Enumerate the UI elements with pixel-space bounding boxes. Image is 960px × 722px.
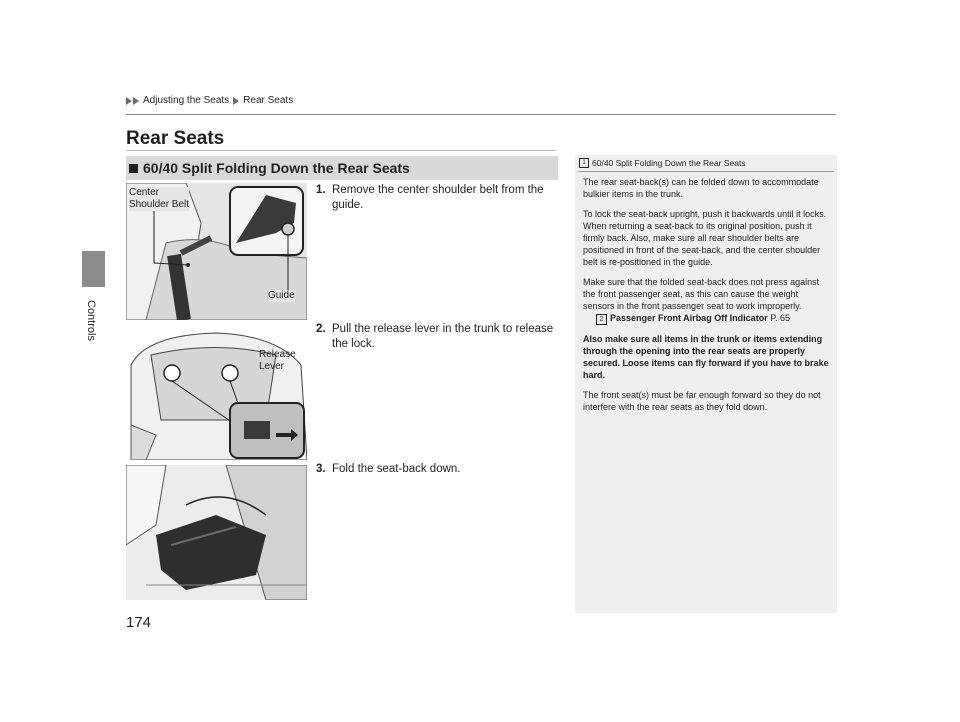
note-title: 60/40 Split Folding Down the Rear Seats [592, 158, 746, 168]
callout-release-lever: Release Lever [259, 349, 296, 372]
trunk-illustration [126, 325, 307, 460]
note-warning: Also make sure all items in the trunk or items extending through the opening into the rear seats are properly secured. Loose items can fly forward if you have to brake hard. [583, 334, 829, 380]
step-3 [316, 462, 556, 477]
page-title: Rear Seats [126, 128, 225, 149]
figure-release-lever [126, 325, 307, 460]
step-text: Fold the seat-back down. [332, 463, 461, 475]
note-paragraph: Make sure that the folded seat-back does not press against the front passenger seat, as this can cause the weight sensors in the front passenger seat to work improperly. [583, 277, 820, 311]
step-number: 1. [316, 184, 326, 196]
breadcrumb-item-adjusting-seats[interactable]: Adjusting the Seats [143, 95, 230, 106]
chapter-tab-marker [82, 251, 105, 287]
breadcrumb [126, 95, 295, 106]
note-paragraph: When returning a seat-back to its original position, push it firmly back. Also, make sure all rear shoulder belts are positioned in front of the seat-back, and the center shoulder belt is re-positioned in the guide. [583, 221, 821, 267]
note-paragraph: To lock the seat-back upright, push it backwards until it locks. [583, 209, 827, 219]
seatback-illustration [126, 465, 307, 600]
reference-label: Passenger Front Airbag Off Indicator [610, 313, 768, 323]
cross-reference-link[interactable] [583, 312, 831, 325]
note-body [583, 176, 831, 421]
chapter-label: Controls [85, 300, 97, 341]
step-1 [316, 183, 556, 213]
square-bullet-icon [129, 164, 138, 173]
reference-arrow-icon: 2 [596, 314, 607, 325]
note-paragraph: The front seat(s) must be far enough forward so they do not interfere with the rear seats as they fold down. [583, 390, 821, 412]
page-number: 174 [126, 614, 152, 631]
note-header [579, 158, 746, 168]
section-title: 60/40 Split Folding Down the Rear Seats [143, 160, 410, 176]
breadcrumb-arrow-icon [133, 97, 139, 105]
title-divider [126, 150, 556, 151]
step-2 [316, 322, 556, 352]
figure-center-shoulder-belt [126, 183, 307, 320]
step-text: Remove the center shoulder belt from the guide. [332, 184, 544, 211]
note-reference-icon: 1 [579, 158, 589, 168]
note-divider [578, 171, 834, 172]
step-text: Pull the release lever in the trunk to release the lock. [332, 323, 554, 350]
step-number: 2. [316, 323, 326, 335]
callout-guide: Guide [268, 290, 295, 301]
breadcrumb-item-rear-seats[interactable]: Rear Seats [243, 95, 294, 106]
header-divider [126, 114, 836, 115]
note-paragraph: The rear seat-back(s) can be folded down to accommodate bulkier items in the trunk. [583, 177, 819, 199]
reference-page: P. 65 [767, 313, 791, 323]
sidebar-note [575, 155, 837, 613]
callout-center-shoulder-belt: Center Shoulder Belt [129, 187, 190, 210]
section-heading [126, 156, 558, 180]
breadcrumb-arrow-icon [126, 97, 132, 105]
figure-fold-seatback [126, 465, 307, 600]
breadcrumb-arrow-icon [233, 97, 239, 105]
step-number: 3. [316, 463, 326, 475]
